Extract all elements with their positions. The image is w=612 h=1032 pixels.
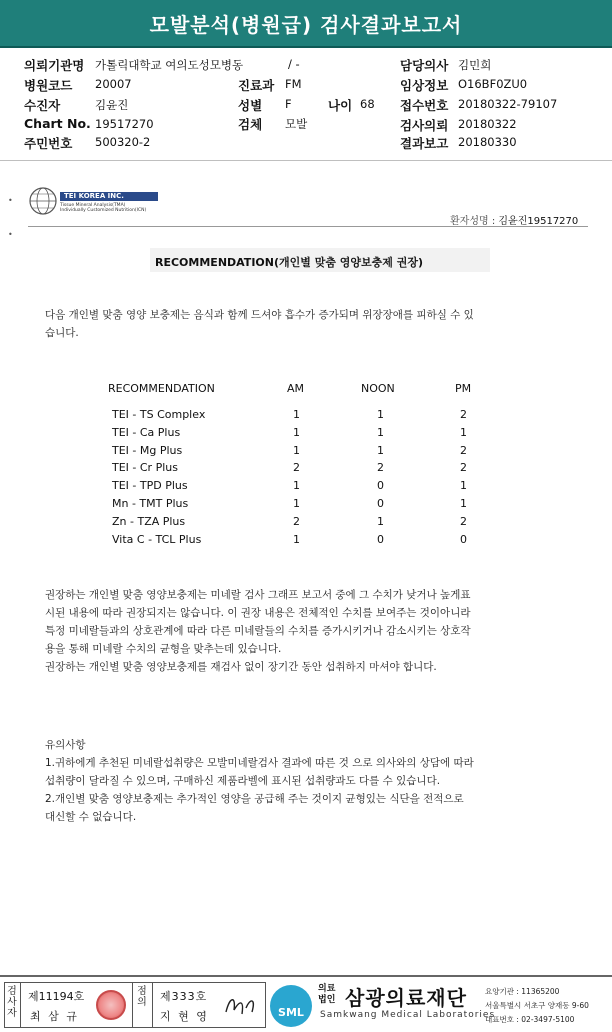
- row-noon: 0: [377, 532, 384, 546]
- id-label: 주민번호: [24, 136, 73, 151]
- cell-divider: [132, 982, 133, 1028]
- examiner-label: 검사자: [7, 986, 17, 1019]
- col-header-am: AM: [287, 382, 305, 395]
- reviewer-number: 제333호: [160, 990, 208, 1003]
- org-info-address: 서울특별시 서초구 양재동 9-60: [485, 1001, 589, 1010]
- id-value: 500320-2: [95, 135, 151, 149]
- body-line: 특정 미네랄들과의 상호관계에 따라 다른 미네랄들의 수치를 증가시키거나 감소시키는 상호작: [45, 625, 471, 637]
- row-am: 1: [293, 497, 300, 510]
- report-value: 20180330: [458, 135, 517, 149]
- sex-label: 성별: [238, 98, 263, 113]
- org-info-code: 요양기관 : 11365200: [485, 987, 560, 996]
- signature-icon: [222, 990, 260, 1020]
- dept-value: FM: [285, 77, 302, 91]
- logo-subtitle: [60, 203, 160, 213]
- col-header-recommendation: RECOMMENDATION: [108, 382, 215, 395]
- clinical-label: 임상정보: [400, 78, 449, 93]
- col-header-pm: PM: [455, 382, 472, 395]
- notes-line: 2.개인별 맞춤 영양보충제는 추가적인 영양을 공급해 주는 것이지 균형있는 식단을 전적으로: [45, 793, 464, 805]
- examiner-name: 최 삼 규: [30, 1010, 79, 1023]
- specimen-label: 검체: [238, 117, 263, 132]
- sml-logo: [270, 985, 312, 1027]
- row-name: TEI - Mg Plus: [112, 443, 183, 457]
- patient-label: 수진자: [24, 98, 61, 113]
- org-english-name: Samkwang Medical Laboratories: [320, 1010, 496, 1020]
- row-pm: 2: [460, 443, 467, 457]
- age-label: 나이: [328, 98, 353, 113]
- cell-divider: [152, 982, 153, 1028]
- notes-section: [45, 736, 590, 826]
- request-label: 검사의뢰: [400, 118, 449, 133]
- header-divider: [0, 160, 612, 161]
- patient-value: 김윤진: [95, 98, 129, 112]
- body-line: 용을 통해 미네랄 수치의 균형을 맞추는데 있습니다.: [45, 643, 282, 655]
- row-pm: 2: [460, 408, 467, 421]
- intro-paragraph: [45, 306, 585, 342]
- row-am: 2: [293, 514, 300, 528]
- row-name: TEI - Cr Plus: [112, 461, 178, 475]
- intro-line: 다음 개인별 맞춤 영양 보충제는 음식과 함께 드셔야 흡수가 증가되며 위장장애를 피하실 수 있: [45, 309, 474, 321]
- row-noon: 0: [377, 497, 384, 510]
- report-label: 결과보고: [400, 136, 449, 151]
- age-value: 68: [360, 97, 375, 111]
- doctor-value: 김민희: [458, 58, 492, 72]
- row-name: TEI - TS Complex: [112, 408, 206, 421]
- request-value: 20180322: [458, 117, 517, 131]
- row-pm: 1: [460, 497, 467, 510]
- sml-logo-text: SML: [278, 1006, 304, 1019]
- row-am: 1: [293, 408, 300, 421]
- patient-divider: [28, 226, 588, 227]
- row-noon: 1: [377, 408, 384, 421]
- body-paragraph: [45, 586, 590, 676]
- intro-line: 습니다.: [45, 327, 79, 339]
- hospital-label: 의뢰기관명: [24, 58, 85, 73]
- body-line: 시된 내용에 따라 권장되지는 않습니다. 이 권장 내용은 전체적인 수치를 보여주는 것이아니라: [45, 607, 471, 619]
- row-pm: 0: [460, 532, 467, 546]
- body-line: 권장하는 개인별 맞춤 영양보충제를 재검사 없이 장기간 동안 섭취하지 마셔야 합니다.: [45, 661, 437, 673]
- row-pm: 2: [460, 514, 467, 528]
- logo-sub2: Individually Customized Nutrition(ICN): [60, 208, 147, 213]
- specimen-value: 모발: [285, 117, 308, 131]
- code-label: 병원코드: [24, 78, 73, 93]
- margin-dot: •: [8, 196, 13, 205]
- code-value: 20007: [95, 77, 132, 91]
- row-name: TEI - Ca Plus: [112, 425, 181, 439]
- cell-divider: [20, 982, 21, 1028]
- row-am: 1: [293, 532, 300, 546]
- row-noon: 1: [377, 425, 384, 439]
- col-header-noon: NOON: [361, 382, 395, 395]
- row-am: 1: [293, 443, 300, 457]
- sex-value: F: [285, 97, 292, 111]
- logo-sub1: Tissue Mineral Analysis(TMA): [60, 203, 126, 208]
- tei-logo: [28, 186, 147, 216]
- reviewer-name: 지 현 영: [160, 1010, 209, 1023]
- row-pm: 2: [460, 461, 467, 475]
- doctor-label: 담당의사: [400, 58, 449, 73]
- notes-line: 대신할 수 없습니다.: [45, 811, 137, 823]
- patient-name-value: 김윤진19517270: [498, 216, 579, 227]
- row-name: Zn - TZA Plus: [112, 514, 186, 528]
- row-name: TEI - TPD Plus: [112, 479, 188, 493]
- row-pm: 1: [460, 479, 467, 493]
- report-title: 모발분석(병원급) 검사결과보고서: [149, 12, 463, 37]
- globe-icon: [28, 186, 58, 216]
- examiner-number: 제11194호: [28, 990, 85, 1003]
- row-noon: 2: [377, 461, 384, 475]
- row-noon: 1: [377, 514, 384, 528]
- receipt-label: 접수번호: [400, 98, 449, 113]
- recommendation-title: RECOMMENDATION(개인별 맞춤 영양보충제 권장): [155, 256, 424, 269]
- chart-value: 19517270: [95, 117, 154, 131]
- seal-stamp-icon: [96, 990, 126, 1020]
- ward-value: / -: [288, 57, 300, 71]
- row-name: Mn - TMT Plus: [112, 497, 189, 510]
- row-am: 1: [293, 479, 300, 493]
- notes-title: 유의사항: [45, 739, 86, 751]
- org-name: 삼광의료재단: [345, 986, 467, 1010]
- org-prefix: 의료법인: [318, 984, 336, 1005]
- row-noon: 1: [377, 443, 384, 457]
- row-noon: 0: [377, 479, 384, 493]
- notes-line: 섭취량이 달라질 수 있으며, 구매하신 제품라벨에 표시된 섭취량과도 다를 수 있습니다.: [45, 775, 441, 787]
- reviewer-label: 점의: [137, 986, 147, 1008]
- row-pm: 1: [460, 425, 467, 439]
- patient-name-label: 환자성명 :: [450, 216, 496, 227]
- notes-line: 1.귀하에게 추천된 미네랄섭취량은 모발미네랄검사 결과에 따른 것 으로 의사와의 상담에 따라: [45, 757, 474, 769]
- clinical-value: O16BF0ZU0: [458, 77, 528, 91]
- body-line: 권장하는 개인별 맞춤 영양보충제는 미네랄 검사 그래프 보고서 중에 그 수치가 낮거나 높게표: [45, 589, 471, 601]
- row-am: 1: [293, 425, 300, 439]
- hospital-value: 가톨릭대학교 여의도성모병동: [95, 58, 244, 72]
- row-am: 2: [293, 461, 300, 475]
- receipt-value: 20180322-79107: [458, 97, 558, 111]
- dept-label: 진료과: [238, 78, 275, 93]
- margin-dot: •: [8, 230, 13, 239]
- chart-label: Chart No.: [24, 116, 91, 131]
- logo-company: TEI KOREA INC.: [60, 192, 158, 201]
- patient-name-line: [450, 212, 578, 227]
- row-name: Vita C - TCL Plus: [112, 532, 202, 546]
- report-title-bar: [0, 0, 612, 48]
- footer-divider: [0, 975, 612, 977]
- org-info-phone: 대표번호 : 02-3497-5100: [485, 1015, 575, 1024]
